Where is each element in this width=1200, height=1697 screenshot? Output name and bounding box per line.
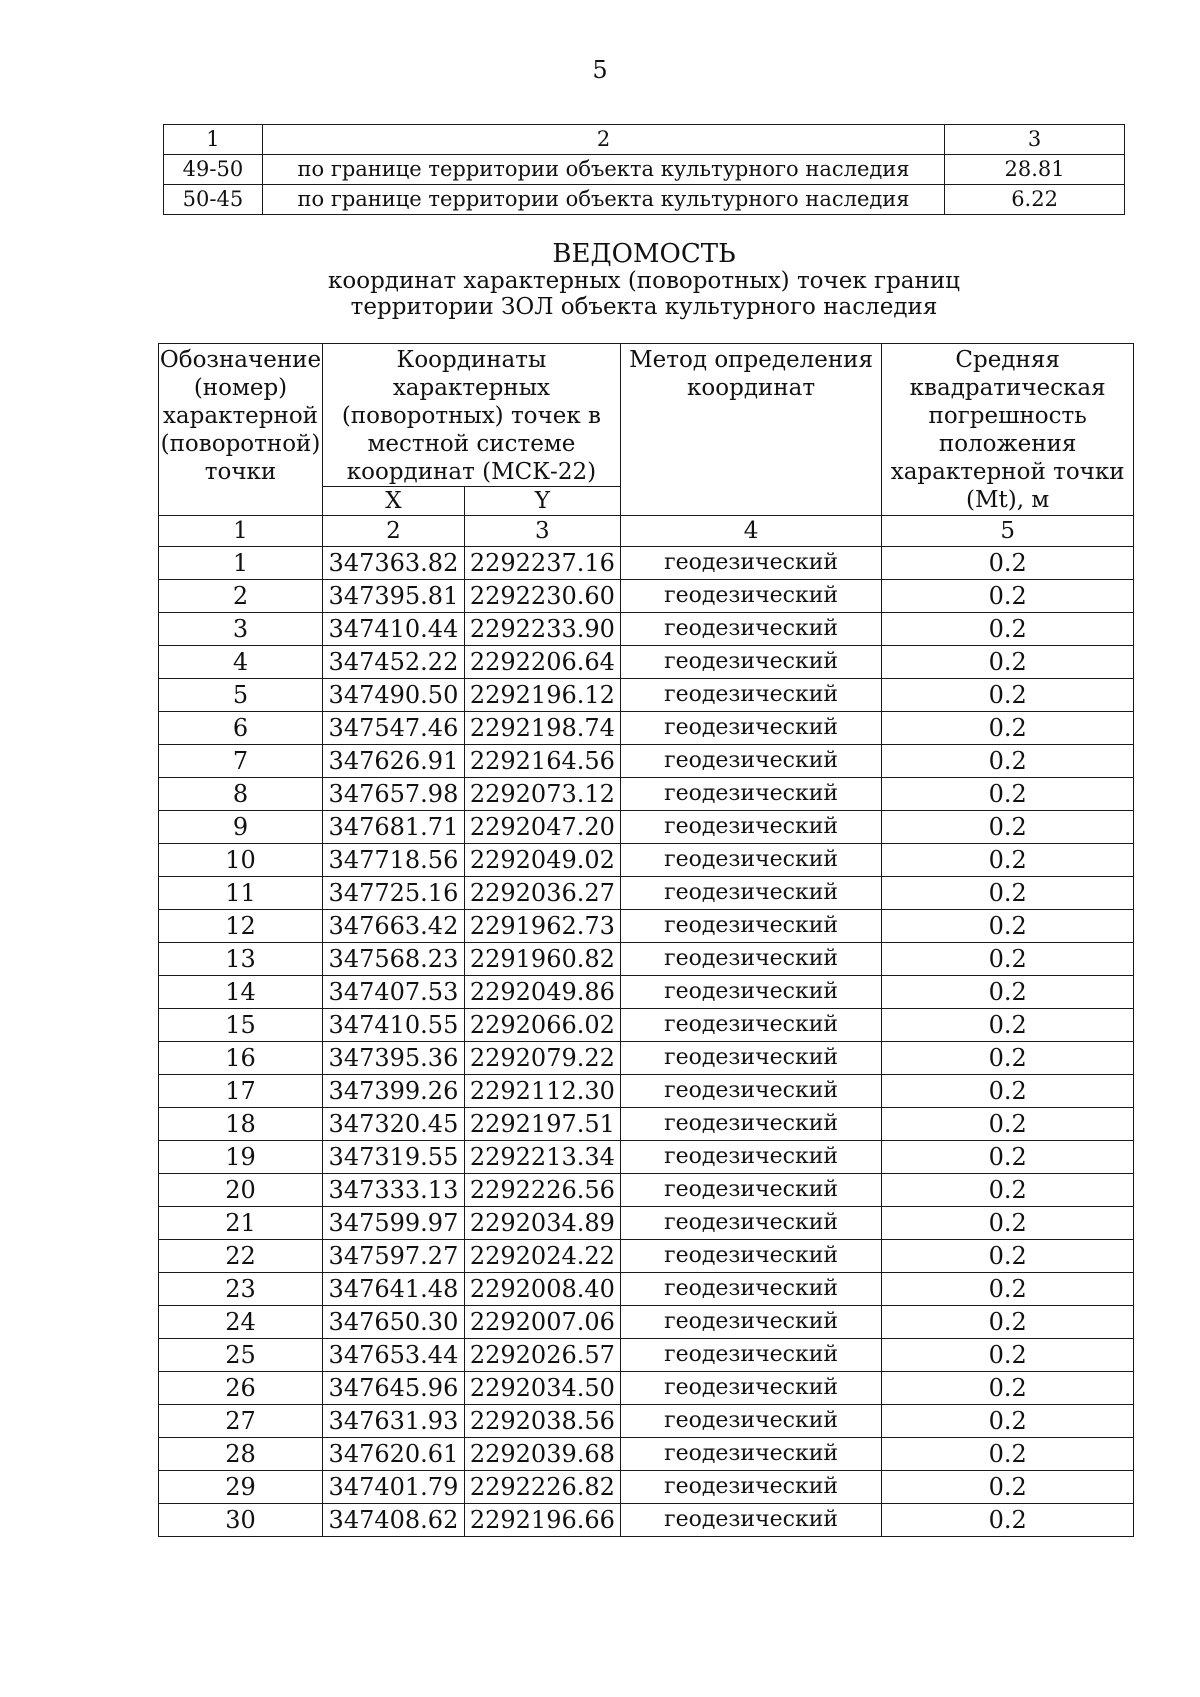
table-row [159, 844, 1134, 877]
method: геодезический [620, 712, 881, 745]
coordinate-y: 2291960.82 [464, 943, 620, 976]
page-number: 5 [592, 56, 608, 84]
coordinate-x: 347395.36 [322, 1042, 464, 1075]
point-number: 26 [159, 1372, 323, 1405]
table-row [159, 1207, 1134, 1240]
table-row [159, 877, 1134, 910]
coordinate-x: 347599.97 [322, 1207, 464, 1240]
mean-square-error: 0.2 [882, 1009, 1134, 1042]
mean-square-error: 0.2 [882, 1372, 1134, 1405]
point-number: 13 [159, 943, 323, 976]
point-number: 30 [159, 1504, 323, 1537]
table-row [159, 1339, 1134, 1372]
coordinate-x: 347410.55 [322, 1009, 464, 1042]
point-number: 8 [159, 778, 323, 811]
coordinate-x: 347626.91 [322, 745, 464, 778]
point-number: 29 [159, 1471, 323, 1504]
point-number: 10 [159, 844, 323, 877]
mean-square-error: 0.2 [882, 679, 1134, 712]
coordinate-x: 347410.44 [322, 613, 464, 646]
table-row [159, 1108, 1134, 1141]
coordinate-y: 2292008.40 [464, 1273, 620, 1306]
mean-square-error: 0.2 [882, 646, 1134, 679]
coordinate-y: 2291962.73 [464, 910, 620, 943]
method: геодезический [620, 1207, 881, 1240]
table-row [159, 1504, 1134, 1537]
point-number: 1 [159, 547, 323, 580]
coordinate-x: 347631.93 [322, 1405, 464, 1438]
segments-table [163, 124, 1125, 215]
segments-col-number: 1 [164, 125, 263, 155]
coordinate-x: 347645.96 [322, 1372, 464, 1405]
table-row [159, 679, 1134, 712]
column-number: 2 [322, 516, 464, 547]
segment-length: 6.22 [945, 185, 1125, 215]
point-number: 6 [159, 712, 323, 745]
table-row [159, 778, 1134, 811]
document-title [163, 240, 1125, 320]
header-method: Метод определения координат [620, 344, 881, 516]
coordinate-y: 2292196.66 [464, 1504, 620, 1537]
title-line: координат характерных (поворотных) точек границ [328, 268, 960, 294]
column-number: 4 [620, 516, 881, 547]
coordinate-x: 347718.56 [322, 844, 464, 877]
coordinate-x: 347620.61 [322, 1438, 464, 1471]
mean-square-error: 0.2 [882, 1207, 1134, 1240]
coordinate-y: 2292066.02 [464, 1009, 620, 1042]
mean-square-error: 0.2 [882, 1240, 1134, 1273]
method: геодезический [620, 811, 881, 844]
table-row [159, 1471, 1134, 1504]
point-number: 5 [159, 679, 323, 712]
table-row [159, 646, 1134, 679]
coordinate-y: 2292237.16 [464, 547, 620, 580]
table-row [159, 811, 1134, 844]
method: геодезический [620, 877, 881, 910]
mean-square-error: 0.2 [882, 811, 1134, 844]
coordinate-x: 347401.79 [322, 1471, 464, 1504]
coordinate-y: 2292038.56 [464, 1405, 620, 1438]
coordinate-y: 2292233.90 [464, 613, 620, 646]
method: геодезический [620, 1108, 881, 1141]
coordinate-y: 2292026.57 [464, 1339, 620, 1372]
coordinate-y: 2292206.64 [464, 646, 620, 679]
method: геодезический [620, 943, 881, 976]
coordinate-y: 2292197.51 [464, 1108, 620, 1141]
mean-square-error: 0.2 [882, 910, 1134, 943]
table-row [159, 976, 1134, 1009]
segment-id: 49-50 [164, 155, 263, 185]
mean-square-error: 0.2 [882, 1273, 1134, 1306]
coordinate-x: 347653.44 [322, 1339, 464, 1372]
table-row [159, 613, 1134, 646]
mean-square-error: 0.2 [882, 1141, 1134, 1174]
method: геодезический [620, 1372, 881, 1405]
coordinate-x: 347363.82 [322, 547, 464, 580]
coordinate-y: 2292226.82 [464, 1471, 620, 1504]
coordinate-y: 2292213.34 [464, 1141, 620, 1174]
header-point-number: Обозначение (номер) характерной (поворотной) точки [159, 344, 323, 516]
coordinate-y: 2292073.12 [464, 778, 620, 811]
method: геодезический [620, 745, 881, 778]
method: геодезический [620, 1471, 881, 1504]
method: геодезический [620, 1306, 881, 1339]
segments-col-number: 2 [262, 125, 944, 155]
header-coordinates: Координаты характерных (поворотных) точек в местной системе координат (МСК-22) [322, 344, 620, 487]
coordinate-y: 2292036.27 [464, 877, 620, 910]
segment-description: по границе территории объекта культурного наследия [262, 185, 944, 215]
segments-col-number: 3 [945, 125, 1125, 155]
title-heading: ВЕДОМОСТЬ [552, 239, 736, 269]
coordinate-x: 347725.16 [322, 877, 464, 910]
coordinate-x: 347333.13 [322, 1174, 464, 1207]
table-row [159, 1075, 1134, 1108]
mean-square-error: 0.2 [882, 976, 1134, 1009]
method: геодезический [620, 1009, 881, 1042]
title-line: территории ЗОЛ объекта культурного наследия [350, 294, 938, 320]
column-number: 1 [159, 516, 323, 547]
point-number: 11 [159, 877, 323, 910]
coordinates-table [158, 343, 1134, 1537]
coordinate-x: 347408.62 [322, 1504, 464, 1537]
method: геодезический [620, 547, 881, 580]
coordinate-y: 2292024.22 [464, 1240, 620, 1273]
coordinate-x: 347319.55 [322, 1141, 464, 1174]
point-number: 15 [159, 1009, 323, 1042]
coordinate-x: 347657.98 [322, 778, 464, 811]
point-number: 25 [159, 1339, 323, 1372]
method: геодезический [620, 1339, 881, 1372]
coordinate-y: 2292112.30 [464, 1075, 620, 1108]
method: геодезический [620, 646, 881, 679]
header-mean-square-error: Средняя квадратическая погрешность положения характерной точки (Mt), м [882, 344, 1134, 516]
coordinate-y: 2292007.06 [464, 1306, 620, 1339]
header-x: X [322, 487, 464, 516]
segment-id: 50-45 [164, 185, 263, 215]
coordinate-x: 347663.42 [322, 910, 464, 943]
coordinate-y: 2292164.56 [464, 745, 620, 778]
point-number: 7 [159, 745, 323, 778]
mean-square-error: 0.2 [882, 943, 1134, 976]
mean-square-error: 0.2 [882, 1306, 1134, 1339]
mean-square-error: 0.2 [882, 844, 1134, 877]
table-row [159, 1174, 1134, 1207]
method: геодезический [620, 1075, 881, 1108]
table-row [159, 745, 1134, 778]
method: геодезический [620, 580, 881, 613]
mean-square-error: 0.2 [882, 712, 1134, 745]
method: геодезический [620, 976, 881, 1009]
table-row [159, 580, 1134, 613]
mean-square-error: 0.2 [882, 877, 1134, 910]
mean-square-error: 0.2 [882, 613, 1134, 646]
point-number: 19 [159, 1141, 323, 1174]
mean-square-error: 0.2 [882, 580, 1134, 613]
coordinate-x: 347490.50 [322, 679, 464, 712]
method: геодезический [620, 1240, 881, 1273]
method: геодезический [620, 910, 881, 943]
coordinate-y: 2292047.20 [464, 811, 620, 844]
coordinate-y: 2292049.02 [464, 844, 620, 877]
method: геодезический [620, 778, 881, 811]
table-row [159, 1405, 1134, 1438]
coordinate-y: 2292226.56 [464, 1174, 620, 1207]
mean-square-error: 0.2 [882, 745, 1134, 778]
mean-square-error: 0.2 [882, 1504, 1134, 1537]
coordinate-x: 347568.23 [322, 943, 464, 976]
point-number: 14 [159, 976, 323, 1009]
point-number: 3 [159, 613, 323, 646]
coordinate-y: 2292079.22 [464, 1042, 620, 1075]
table-row [159, 1306, 1134, 1339]
mean-square-error: 0.2 [882, 1108, 1134, 1141]
point-number: 12 [159, 910, 323, 943]
table-row [159, 1141, 1134, 1174]
mean-square-error: 0.2 [882, 1075, 1134, 1108]
table-row [159, 1240, 1134, 1273]
method: геодезический [620, 1042, 881, 1075]
mean-square-error: 0.2 [882, 1042, 1134, 1075]
mean-square-error: 0.2 [882, 1471, 1134, 1504]
method: геодезический [620, 1174, 881, 1207]
mean-square-error: 0.2 [882, 1438, 1134, 1471]
coordinate-x: 347395.81 [322, 580, 464, 613]
segment-row [164, 155, 1125, 185]
point-number: 16 [159, 1042, 323, 1075]
coordinate-x: 347452.22 [322, 646, 464, 679]
coordinate-x: 347399.26 [322, 1075, 464, 1108]
point-number: 24 [159, 1306, 323, 1339]
coordinate-x: 347641.48 [322, 1273, 464, 1306]
point-number: 27 [159, 1405, 323, 1438]
segment-length: 28.81 [945, 155, 1125, 185]
table-row [159, 547, 1134, 580]
method: геодезический [620, 1273, 881, 1306]
coordinate-x: 347407.53 [322, 976, 464, 1009]
coordinate-x: 347597.27 [322, 1240, 464, 1273]
table-row [159, 910, 1134, 943]
table-row [159, 1009, 1134, 1042]
mean-square-error: 0.2 [882, 1339, 1134, 1372]
coordinate-x: 347681.71 [322, 811, 464, 844]
coordinate-x: 347650.30 [322, 1306, 464, 1339]
point-number: 20 [159, 1174, 323, 1207]
mean-square-error: 0.2 [882, 778, 1134, 811]
method: геодезический [620, 679, 881, 712]
column-number: 5 [882, 516, 1134, 547]
table-row [159, 1273, 1134, 1306]
mean-square-error: 0.2 [882, 1405, 1134, 1438]
table-row [159, 943, 1134, 976]
point-number: 28 [159, 1438, 323, 1471]
segment-description: по границе территории объекта культурного наследия [262, 155, 944, 185]
coords-column-numbers-row [159, 516, 1134, 547]
coordinate-y: 2292198.74 [464, 712, 620, 745]
coords-header-row [159, 344, 1134, 487]
table-row [159, 1372, 1134, 1405]
coordinate-x: 347320.45 [322, 1108, 464, 1141]
coordinate-y: 2292230.60 [464, 580, 620, 613]
coordinate-x: 347547.46 [322, 712, 464, 745]
coordinate-y: 2292039.68 [464, 1438, 620, 1471]
mean-square-error: 0.2 [882, 1174, 1134, 1207]
table-row [159, 1042, 1134, 1075]
coordinates-body [159, 547, 1134, 1537]
coordinate-y: 2292049.86 [464, 976, 620, 1009]
coordinate-y: 2292034.50 [464, 1372, 620, 1405]
coordinate-y: 2292034.89 [464, 1207, 620, 1240]
point-number: 17 [159, 1075, 323, 1108]
point-number: 18 [159, 1108, 323, 1141]
point-number: 2 [159, 580, 323, 613]
table-row [159, 712, 1134, 745]
method: геодезический [620, 1438, 881, 1471]
method: геодезический [620, 1141, 881, 1174]
point-number: 22 [159, 1240, 323, 1273]
segment-row [164, 185, 1125, 215]
method: геодезический [620, 844, 881, 877]
point-number: 4 [159, 646, 323, 679]
method: геодезический [620, 613, 881, 646]
column-number: 3 [464, 516, 620, 547]
table-row [159, 1438, 1134, 1471]
method: геодезический [620, 1405, 881, 1438]
point-number: 23 [159, 1273, 323, 1306]
segments-header-row [164, 125, 1125, 155]
point-number: 9 [159, 811, 323, 844]
point-number: 21 [159, 1207, 323, 1240]
coordinate-y: 2292196.12 [464, 679, 620, 712]
method: геодезический [620, 1504, 881, 1537]
header-y: Y [464, 487, 620, 516]
mean-square-error: 0.2 [882, 547, 1134, 580]
